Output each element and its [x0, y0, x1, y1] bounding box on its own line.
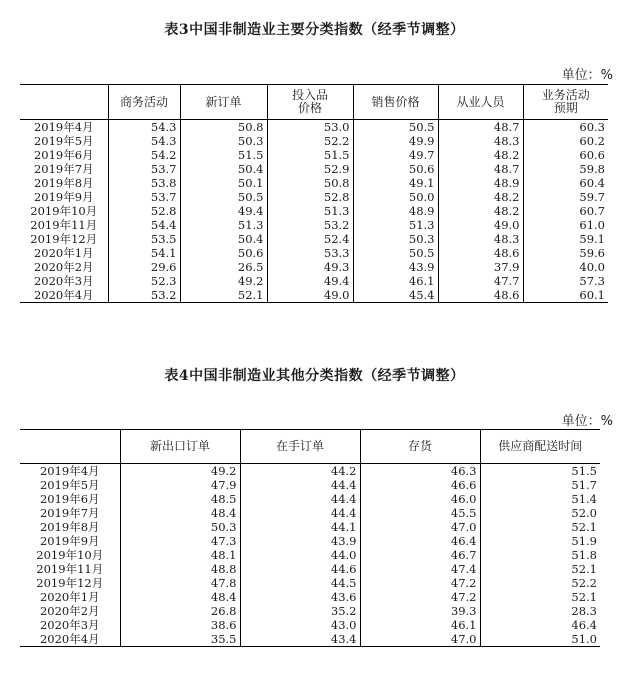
row-label: 2019年10月 [36, 548, 104, 562]
table-cell: 47.7 [438, 274, 523, 288]
table-cell: 44.4 [240, 478, 360, 492]
table-cell: 53.3 [267, 246, 353, 260]
row-label: 2019年9月 [33, 190, 94, 204]
table-cell: 50.3 [120, 520, 240, 534]
table-cell: 51.5 [480, 464, 600, 479]
row-label: 2020年2月 [39, 604, 100, 618]
table-row [20, 274, 608, 288]
table-cell: 47.0 [360, 520, 480, 534]
table3-unit: 单位：% [561, 68, 613, 83]
table-cell: 35.2 [240, 604, 360, 618]
table4-header-row [20, 430, 600, 464]
table4-col-header-3: 存货 [360, 430, 480, 464]
table3-header-row [20, 85, 608, 120]
table-cell: 43.0 [240, 618, 360, 632]
table-cell: 50.0 [353, 190, 438, 204]
table-cell: 50.5 [180, 190, 267, 204]
table-row [20, 464, 600, 479]
table-row [20, 204, 608, 218]
table-row [20, 260, 608, 274]
table-cell: 50.5 [353, 246, 438, 260]
row-label: 2019年4月 [39, 464, 100, 478]
row-label: 2020年3月 [33, 274, 94, 288]
table3-col-header-2: 新订单 [180, 85, 267, 120]
table-cell: 49.0 [267, 288, 353, 303]
table-cell: 43.6 [240, 590, 360, 604]
table-cell: 50.4 [180, 162, 267, 176]
table3-col-header-4: 销售价格 [353, 85, 438, 120]
table-cell: 28.3 [480, 604, 600, 618]
row-label: 2020年3月 [39, 618, 100, 632]
row-label: 2020年4月 [20, 632, 120, 647]
table-row [20, 520, 600, 534]
table-cell: 46.1 [360, 618, 480, 632]
table4-col-header-2: 在手订单 [240, 430, 360, 464]
table-cell: 60.6 [523, 148, 608, 162]
table3-col-header-5: 从业人员 [438, 85, 523, 120]
table-row [20, 120, 608, 135]
row-label: 2019年5月 [39, 478, 100, 492]
table-cell: 51.5 [267, 148, 353, 162]
table4 [20, 429, 600, 647]
table-cell: 52.2 [480, 576, 600, 590]
row-label: 2020年1月 [33, 246, 94, 260]
table-cell: 51.7 [480, 478, 600, 492]
table-cell: 46.1 [353, 274, 438, 288]
table-cell: 53.2 [267, 218, 353, 232]
table-cell: 45.4 [353, 288, 438, 303]
table-cell: 48.7 [438, 120, 523, 135]
table-cell: 37.9 [438, 260, 523, 274]
table-cell: 47.2 [360, 576, 480, 590]
row-label: 2019年5月 [33, 134, 94, 148]
table-cell: 52.8 [267, 190, 353, 204]
table-cell: 48.8 [120, 562, 240, 576]
row-label: 2019年7月 [39, 506, 100, 520]
table-cell: 51.0 [480, 632, 600, 647]
table-cell: 51.4 [480, 492, 600, 506]
table-cell: 39.3 [360, 604, 480, 618]
table-row [20, 218, 608, 232]
table4-col-header-4: 供应商配送时间 [480, 430, 600, 464]
table-cell: 52.8 [108, 204, 180, 218]
table3-col-header-0 [20, 85, 108, 120]
table-row [20, 190, 608, 204]
table-cell: 40.0 [523, 260, 608, 274]
table-cell: 52.3 [108, 274, 180, 288]
table-cell: 43.4 [240, 632, 360, 647]
table-cell: 48.6 [438, 246, 523, 260]
table-cell: 52.1 [480, 590, 600, 604]
table-row [20, 162, 608, 176]
table4-body [20, 464, 600, 647]
table-cell: 57.3 [523, 274, 608, 288]
row-label: 2019年10月 [30, 204, 98, 218]
table-cell: 44.4 [240, 506, 360, 520]
table-cell: 47.0 [360, 632, 480, 647]
table3-col-header-3: 投入品 价格 [267, 85, 353, 120]
table-cell: 50.3 [353, 232, 438, 246]
table-cell: 49.3 [267, 260, 353, 274]
table-row [20, 534, 600, 548]
row-label: 2019年7月 [33, 162, 94, 176]
table-cell: 44.5 [240, 576, 360, 590]
table-cell: 49.4 [267, 274, 353, 288]
table-row [20, 288, 608, 303]
table-cell: 50.6 [353, 162, 438, 176]
table-cell: 49.2 [180, 274, 267, 288]
table-cell: 50.8 [180, 120, 267, 135]
table-row [20, 232, 608, 246]
table-cell: 48.3 [438, 134, 523, 148]
table-cell: 48.2 [438, 148, 523, 162]
table-row [20, 148, 608, 162]
table-cell: 48.3 [438, 232, 523, 246]
table-cell: 35.5 [120, 632, 240, 647]
table-cell: 51.3 [267, 204, 353, 218]
table3 [20, 84, 608, 303]
table-cell: 43.9 [240, 534, 360, 548]
table-cell: 46.7 [360, 548, 480, 562]
table-cell: 46.6 [360, 478, 480, 492]
row-label: 2019年4月 [33, 120, 94, 134]
table-cell: 50.8 [267, 176, 353, 190]
table-cell: 53.5 [108, 232, 180, 246]
table-row [20, 632, 600, 647]
row-label: 2019年6月 [39, 492, 100, 506]
table4-title: 表4中国非制造业其他分类指数（经季节调整） [164, 368, 465, 384]
row-label: 2019年12月 [36, 576, 104, 590]
table-cell: 46.4 [480, 618, 600, 632]
table-cell: 61.0 [523, 218, 608, 232]
table-cell: 44.1 [240, 520, 360, 534]
table-cell: 48.1 [120, 548, 240, 562]
table3-col-header-6: 业务活动 预期 [523, 85, 608, 120]
table-cell: 49.9 [353, 134, 438, 148]
table-cell: 53.2 [108, 288, 180, 303]
table-cell: 59.6 [523, 246, 608, 260]
table-cell: 46.3 [360, 464, 480, 479]
table-cell: 60.4 [523, 176, 608, 190]
row-label: 2020年4月 [20, 288, 108, 303]
table-cell: 49.0 [438, 218, 523, 232]
table-cell: 51.3 [180, 218, 267, 232]
table-cell: 26.8 [120, 604, 240, 618]
table-cell: 52.0 [480, 506, 600, 520]
table-cell: 60.2 [523, 134, 608, 148]
table-cell: 49.1 [353, 176, 438, 190]
table-cell: 48.2 [438, 190, 523, 204]
table-row [20, 576, 600, 590]
table-row [20, 618, 600, 632]
table-cell: 53.0 [267, 120, 353, 135]
table-row [20, 176, 608, 190]
table-cell: 52.9 [267, 162, 353, 176]
table-cell: 47.3 [120, 534, 240, 548]
table-cell: 45.5 [360, 506, 480, 520]
row-label: 2019年12月 [30, 232, 98, 246]
table-cell: 47.4 [360, 562, 480, 576]
row-label: 2019年11月 [30, 218, 98, 232]
table-row [20, 562, 600, 576]
table-cell: 51.3 [353, 218, 438, 232]
table-cell: 44.6 [240, 562, 360, 576]
table-cell: 38.6 [120, 618, 240, 632]
row-label: 2019年9月 [39, 534, 100, 548]
row-label: 2019年8月 [33, 176, 94, 190]
table-cell: 44.4 [240, 492, 360, 506]
row-label: 2020年2月 [33, 260, 94, 274]
table-row [20, 590, 600, 604]
table-cell: 48.7 [438, 162, 523, 176]
table-cell: 53.8 [108, 176, 180, 190]
table-cell: 54.3 [108, 120, 180, 135]
table-cell: 50.3 [180, 134, 267, 148]
table-cell: 59.7 [523, 190, 608, 204]
table-row [20, 548, 600, 562]
table-cell: 50.4 [180, 232, 267, 246]
table-cell: 49.2 [120, 464, 240, 479]
table-cell: 49.4 [180, 204, 267, 218]
table-cell: 48.5 [120, 492, 240, 506]
table3-title: 表3中国非制造业主要分类指数（经季节调整） [164, 22, 465, 38]
table-cell: 51.5 [180, 148, 267, 162]
table-cell: 54.1 [108, 246, 180, 260]
table-cell: 48.4 [120, 506, 240, 520]
table-cell: 50.1 [180, 176, 267, 190]
row-label: 2019年6月 [33, 148, 94, 162]
table-cell: 53.7 [108, 190, 180, 204]
table-row [20, 604, 600, 618]
table-cell: 53.7 [108, 162, 180, 176]
table-cell: 52.1 [180, 288, 267, 303]
table-cell: 44.2 [240, 464, 360, 479]
table-cell: 54.2 [108, 148, 180, 162]
table-cell: 44.0 [240, 548, 360, 562]
table-cell: 47.2 [360, 590, 480, 604]
table-row [20, 492, 600, 506]
table-cell: 52.1 [480, 520, 600, 534]
table-cell: 52.1 [480, 562, 600, 576]
table3-body [20, 120, 608, 303]
table-cell: 47.9 [120, 478, 240, 492]
table4-col-header-1: 新出口订单 [120, 430, 240, 464]
table4-col-header-0 [20, 430, 120, 464]
table-cell: 60.1 [523, 288, 608, 303]
table-cell: 51.9 [480, 534, 600, 548]
table-cell: 48.4 [120, 590, 240, 604]
table-cell: 52.4 [267, 232, 353, 246]
table-cell: 26.5 [180, 260, 267, 274]
table-cell: 50.6 [180, 246, 267, 260]
table-cell: 48.2 [438, 204, 523, 218]
table-row [20, 134, 608, 148]
table-cell: 51.8 [480, 548, 600, 562]
table-cell: 49.7 [353, 148, 438, 162]
table-cell: 54.3 [108, 134, 180, 148]
table-cell: 48.9 [353, 204, 438, 218]
table-cell: 47.8 [120, 576, 240, 590]
table-cell: 43.9 [353, 260, 438, 274]
table-cell: 52.2 [267, 134, 353, 148]
table-row [20, 478, 600, 492]
row-label: 2020年1月 [39, 590, 100, 604]
table-row [20, 246, 608, 260]
table3-col-header-1: 商务活动 [108, 85, 180, 120]
table-cell: 46.4 [360, 534, 480, 548]
table-cell: 29.6 [108, 260, 180, 274]
table-cell: 46.0 [360, 492, 480, 506]
table-row [20, 506, 600, 520]
table-cell: 60.7 [523, 204, 608, 218]
table4-unit: 单位：% [561, 414, 613, 429]
table-cell: 48.6 [438, 288, 523, 303]
table-cell: 48.9 [438, 176, 523, 190]
table-cell: 50.5 [353, 120, 438, 135]
table-cell: 59.8 [523, 162, 608, 176]
table-cell: 59.1 [523, 232, 608, 246]
row-label: 2019年8月 [39, 520, 100, 534]
table-cell: 54.4 [108, 218, 180, 232]
row-label: 2019年11月 [36, 562, 104, 576]
table-cell: 60.3 [523, 120, 608, 135]
